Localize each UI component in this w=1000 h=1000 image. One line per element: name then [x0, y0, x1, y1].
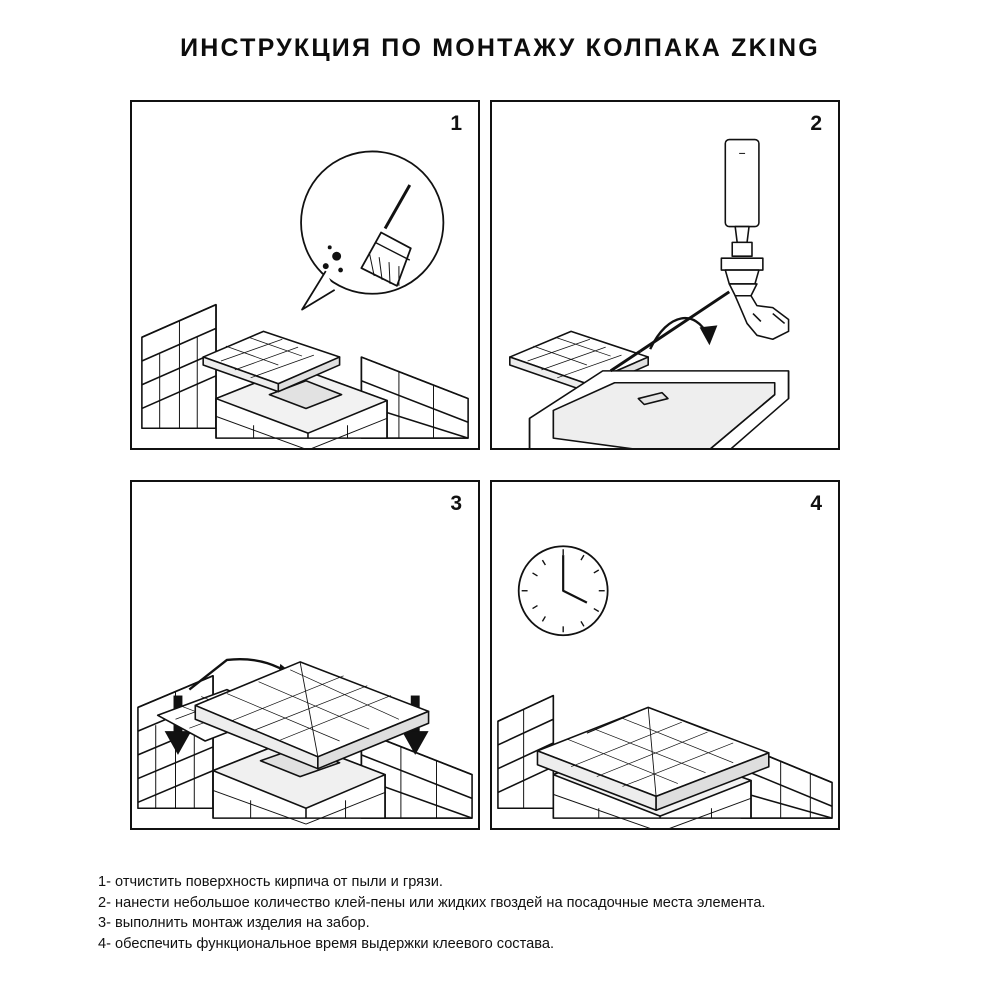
step-2-illustration	[492, 102, 838, 448]
step-number: 3	[450, 492, 462, 515]
note-item-1: 1- отчистить поверхность кирпича от пыли и грязи.	[98, 874, 443, 890]
step-1-panel	[130, 100, 480, 450]
step-3-illustration	[132, 482, 478, 828]
note-item-3: 3- выполнить монтаж изделия на забор.	[98, 915, 370, 931]
notes-list	[98, 872, 948, 954]
step-4-illustration	[492, 482, 838, 828]
page-title: ИНСТРУКЦИЯ ПО МОНТАЖУ КОЛПАКА ZKING	[180, 34, 820, 62]
foam-gun	[611, 140, 789, 371]
step-number: 1	[450, 112, 462, 135]
note-item-2: 2- нанести небольшое количество клей-пены или жидких гвоздей на посадочные места элемента.	[98, 894, 766, 911]
step-number: 4	[810, 492, 822, 515]
brick-wall-left	[142, 305, 216, 429]
clock-icon	[519, 546, 608, 635]
step-2-panel	[490, 100, 840, 450]
step-3-panel	[130, 480, 480, 830]
note-item-4: 4- обеспечить функциональное время выдержки клеевого состава.	[98, 935, 555, 952]
broom-callout	[301, 151, 443, 309]
step-1-illustration	[132, 102, 478, 448]
step-4-panel	[490, 480, 840, 830]
step-number: 2	[810, 112, 822, 135]
steps-grid	[130, 100, 870, 840]
